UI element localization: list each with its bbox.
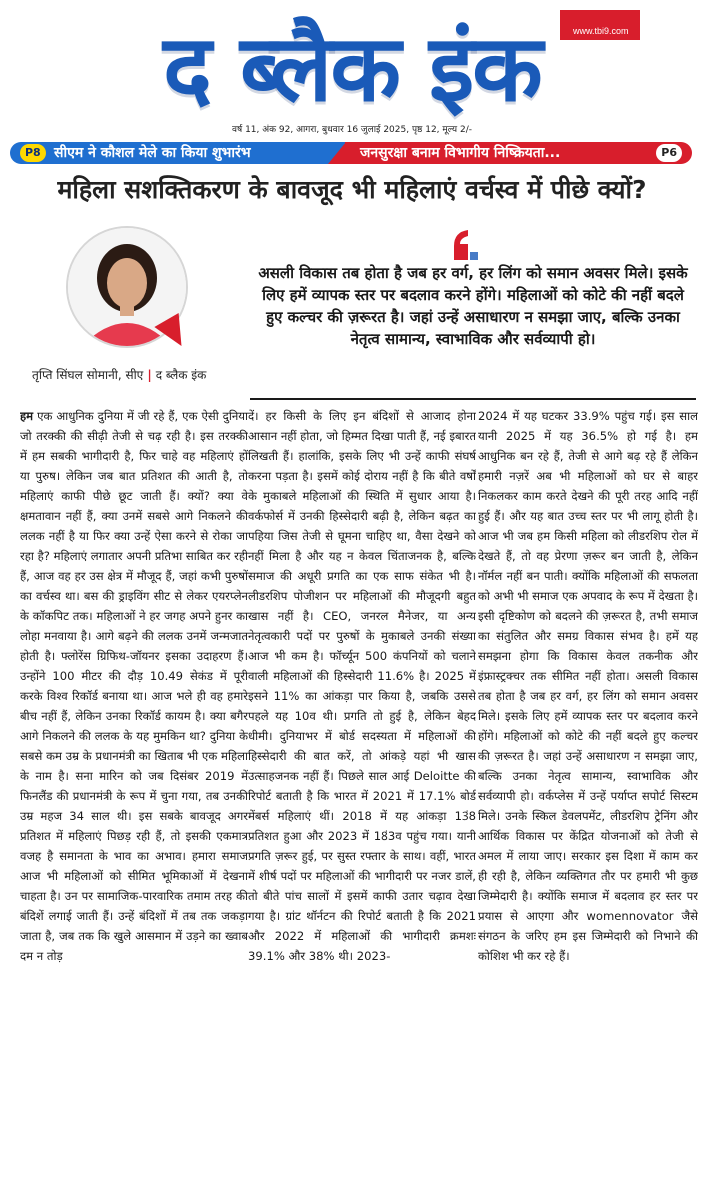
author-block (32, 222, 260, 400)
teaser-divider (328, 142, 346, 164)
masthead (0, 0, 704, 140)
byline-separator: | (147, 368, 152, 382)
pullquote-bottom-rule (250, 398, 696, 400)
teaser-left-page-badge[interactable]: P8 (20, 144, 46, 162)
column-1-text: एक आधुनिक दुनिया में जी रहे हैं, एक ऐसी दुनिया जो तरक्की की सीढ़ी तेजी से चढ़ रही है। इस तरक्की में हम सबकी भागीदारी है, फिर चाहे वह महिलाएं हों या पुरुष। लेकिन जब बात प्रतिशत की आती है, तो महिलाएं काफी पीछे छूट जाती हैं। क्यों? क्या वे क्षमतावान नहीं हैं, क्या उनमें सबसे आगे निकलने की ललक नहीं है या फिर क्या उन्हें ऐसा करने से रोका जा रहा है? महिलाएं लगातार अपनी प्रतिभा साबित कर रही हैं, आज वह हर उस क्षेत्र में मौजूद हैं, जहां कभी पुरुषों का वर्चस्व था। बस की ड्राइविंग सीट से लेकर एयरप्लेन के कॉकपिट तक। महिलाओं ने हर जगह अपने हुनर का लोहा मनवाया है। आगे बढ़ने की ललक उनमें जन्मजात होती है। फ्लोरेंस ग्रिफिथ-जॉयनर इसका उदाहरण हैं। उन्होंने 100 मीटर की दौड़ 10.49 सेकंड में पूरी करके विश्व रिकॉर्ड बनाया था। आज भले ही वह हमारे बीच नहीं हैं, लेकिन उनका रिकॉर्ड कायम है। क्या बगैर आगे निकलने की ललक के यह मुमकिन था? दुनिया के सबसे कम उम्र के प्रधानमंत्री का खिताब भी एक महिला के नाम है। सना मारिन को जब दिसंबर 2019 में फिनलैंड की प्रधानमंत्री के रूप में चुना गया, तब उनकी उम्र महज 34 साल थी। इस सबके बावजूद अगर प्रतिशत में महिलाएं पिछड़ रही हैं, तो इसकी एकमात्र वजह है समानता के भाव का अभाव। हमारा समाज आज भी महिलाओं को सीमित भूमिकाओं में देखना चाहता है। उन पर सामाजिक-पारवारिक तमाम तरह की बंदिशें लगाई जाती हैं। उन्हें बंदिशों में तब तक जकड़ा जाता है, जब तक कि खुले आसमान में उड़ने का ख्वाब दम न तोड़ (20, 409, 248, 963)
teaser-right-headline[interactable]: जनसुरक्षा बनाम विभागीय निष्क्रियता... (360, 145, 561, 161)
byline (32, 366, 262, 383)
publication-name: द ब्लैक इंक (155, 368, 207, 382)
article-column-1 (20, 406, 248, 1196)
site-url[interactable]: www.tbi9.com (573, 26, 629, 36)
quote-mark-icon (450, 228, 480, 262)
author-name: तृप्ति सिंघल सोमानी, सीए (32, 368, 144, 382)
teaser-bar (10, 142, 692, 164)
newspaper-title: द ब्लैक इंक (163, 15, 541, 122)
article-column-3: 2024 में यह घटकर 33.9% पहुंच गई। इस साल यानी 2025 में यह 36.5% हो गई है। हम आधुनिक बन रहे हैं, तेजी से आगे बढ़ रहे हैं लेकिन हमारी नज़रें अब भी महिलाओं को घर से बाहर निकलकर काम करते देखने की पूरी तरह आदि नहीं हुई हैं। और यह बात उच्च स्तर पर भी लागू होती है। आज भी जब हम किसी महिला को लीडरशिप रोल में देखते हैं, तो वह प्रेरणा ज़रूर बन जाती है, लेकिन नॉर्मल नहीं बन पाती। क्योंकि महिलाओं की सफलता को अभी भी समाज एक अपवाद के रूप में देखता है। इसी दृष्टिकोण को बदलने की ज़रूरत है, तभी समाज का संतुलित और समग्र विकास संभव है। हमें यह समझना होगा कि विकास केवल तकनीक और इंफ्रास्ट्रक्चर तक सीमित नहीं होता। असली विकास तब होता है जब हर वर्ग, हर लिंग को समान अवसर मिले। इसके लिए हमें व्यापक स्तर पर बदलाव करने होंगे। महिलाओं को कोटे की नहीं बदले हुए कल्चर की ज़रूरत है। जहां उन्हें असाधारण न समझा जाए, बल्कि उनका नेतृत्व सामान्य, स्वाभाविक और सर्वव्यापी हो। वर्कप्लेस में उन्हें पर्याप्त सपोर्ट सिस्टम मिले। उनके स्किल डेवलपमेंट, लीडरशिप ट्रेनिंग और आर्थिक विकास पर केंद्रित योजनाओं को तेजी से अमल में लाया जाए। सरकार इस दिशा में काम कर ही रही है, लेकिन व्यक्तिगत तौर पर हमारी भी कुछ जिम्मेदारी है। क्योंकि समाज में बदलाव हर स्तर पर प्रयास से आएगा और womennovator जैसे संगठन के जरिए हम इस जिम्मेदारी को निभाने की कोशिश भी कर रहे हैं। (478, 409, 698, 963)
article-headline: महिला सशक्तिकरण के बावजूद भी महिलाएं वर्चस्व में पीछे क्यों? (57, 175, 647, 204)
column-1-lead-word: हम (20, 409, 34, 423)
pullquote: असली विकास तब होता है जब हर वर्ग, हर लिंग को समान अवसर मिले। इसके लिए हमें व्यापक स्तर पर बदलाव करने होंगे। महिलाओं को कोटे की नहीं बदले हुए कल्चर की ज़रूरत है। जहां उन्हें असाधारण न समझा जाए, बल्कि उनका नेतृत्व सामान्य, स्वाभाविक और सर्वव्यापी हो। (258, 264, 688, 348)
teaser-left-headline[interactable]: सीएम ने कौशल मेले का किया शुभारंभ (54, 145, 251, 161)
issue-info: वर्ष 11, अंक 92, आगरा, बुधवार 16 जुलाई 2025, पृष्ठ 12, मूल्य 2/- (232, 125, 472, 135)
teaser-right-page-badge[interactable]: P6 (656, 144, 682, 162)
article-column-2: दें। हर किसी के लिए इन बंदिशों से आजाद होना आसान नहीं होता, जो हिम्मत दिखा पाती हैं, नई इबारत लिखती हैं। हालांकि, इसके लिए भी उन्हें काफी संघर्ष करना पड़ता है। इसमें कोई दोराय नहीं है कि बीते वर्षों के मुकाबले महिलाओं की स्थिति में सुधार आया है। वर्कफोर्स में उनकी हिस्सेदारी बढ़ी है, लेकिन बढ़त का पहिया जिस तेजी से घूमना चाहिए था, वैसा देखने को नहीं मिला है और यह न केवल चिंताजनक है, बल्कि समाज की अधूरी प्रगति का एक साफ संकेत भी है। लीडरशिप पोजीशन पर महिलाओं की मौजूदगी बहुत खास नहीं है। CEO, जनरल मैनेजर, या अन्य नेतृत्वकारी पदों पर पुरुषों के मुकाबले उनकी संख्या आज भी कम है। फॉर्च्यून 500 कंपनियों को चलाने वाली महिलाओं की हिस्सेदारी 11.6% है। 2025 में इसने 11% का आंकड़ा पार किया है, जबकि उससे पहले यह 10व थी। प्रगति तो हुई है, लेकिन बेहद धीमी। दुनियाभर में बोर्ड सदस्यता में महिलाओं की हिस्सेदारी की बात करें, तो आंकड़े यहां भी खास उत्साहजनक नहीं हैं। पिछले साल आई Deloitte की रिपोर्ट बताती है कि भारत में 2021 में 17.1% बोर्ड मेंबर्स महिलाएं थीं। 2018 में यह आंकड़ा 13ं8 प्रतिशत हुआ और 2023 में 18ं3व पहुंच गया। यानी प्रगति ज़रूर हुई, पर सुस्त रफ्तार के साथ। वहीं, भारत में शीर्ष पदों पर महिलाओं की भागीदारी पर नजर डालें, तो बीते पांच सालों में इसमें काफी उतार चढ़ाव देखा गया है। ग्रांट थॉर्नटन की रिपोर्ट बताती है कि 2021 और 2022 में महिलाओं की भागीदारी क्रमशः 39.1% और 38% थी। 2023- (248, 409, 476, 963)
